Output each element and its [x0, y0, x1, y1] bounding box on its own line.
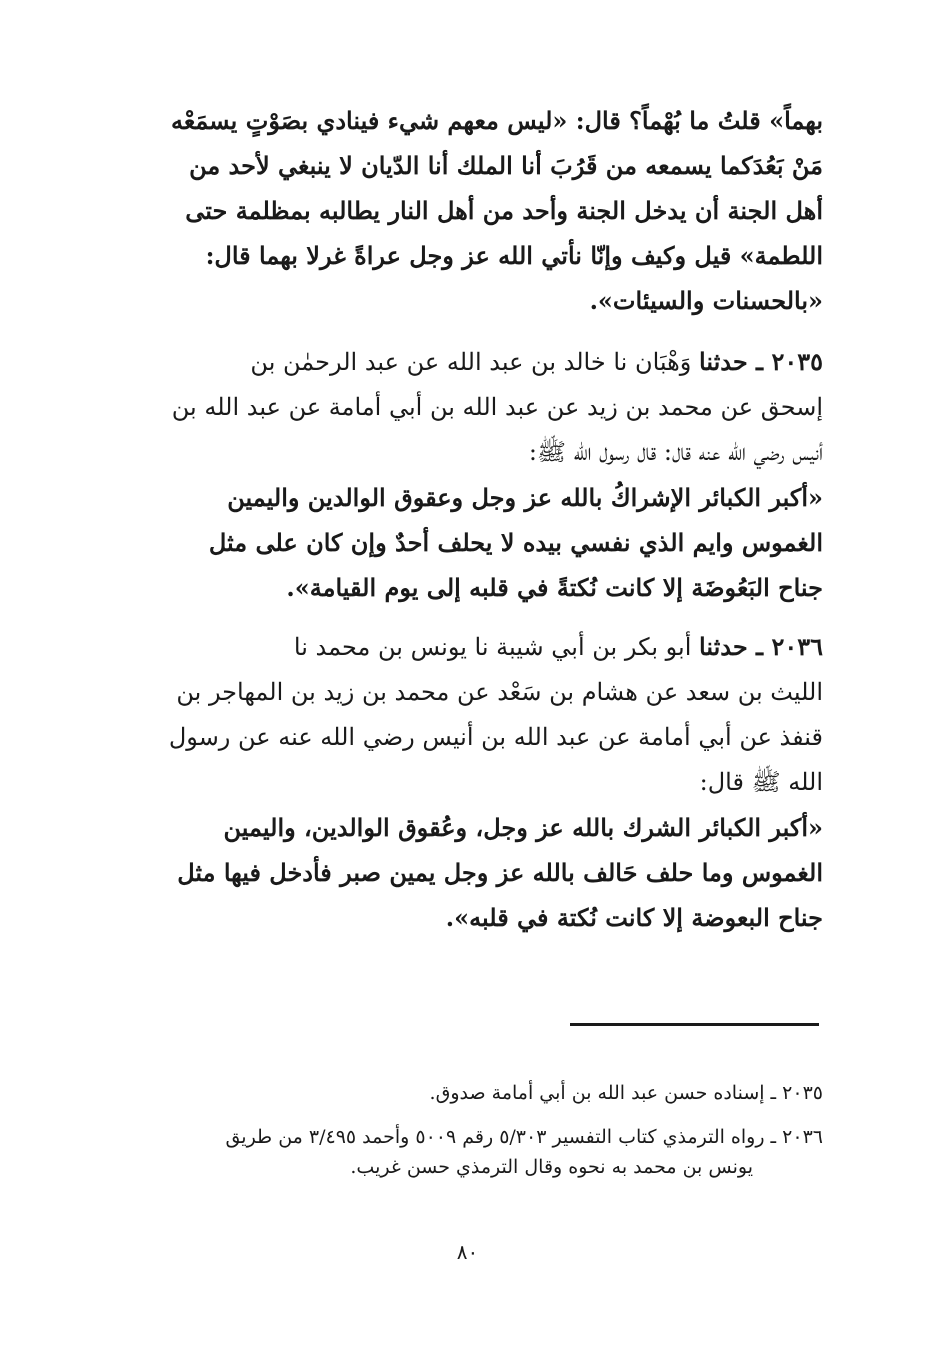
text-line: بهماً» قلتُ ما بُهْماً؟ قال: «ليس معهم شيء فينادي بصَوْتٍ يسمَعْه [170, 106, 823, 135]
text-line: اللطمة» قيل وكيف وإنّا نأتي الله عز وجل عراةً غرلا بهما قال: [205, 241, 823, 270]
text-line: مَنْ بَعُدَكما يسمعه من قَرُبَ أنا الملك أنا الدّيان لا ينبغي لأحد من [189, 151, 823, 180]
hadith-number: ٢٠٣٦ ـ حدثنا [699, 632, 823, 661]
footnote-2035 [133, 1078, 823, 1108]
hadith-2035-text [133, 475, 823, 610]
text-line: الليث بن سعد عن هشام بن سَعْد عن محمد بن زيد بن المهاجر بن [176, 678, 823, 706]
paragraph-continuation [133, 98, 823, 323]
text-line: «أكبر الكبائر الإشراكُ بالله عز وجل وعقوق الوالدين واليمين [227, 483, 823, 512]
hadith-number: ٢٠٣٥ ـ حدثنا [699, 347, 823, 376]
narration-text: وَهْبَان نا خالد بن عبد الله عن عبد الرحمٰن بن [250, 348, 692, 376]
text-line: أهل الجنة أن يدخل الجنة وأحد من أهل النار يطالبه بمظلمة حتى [185, 196, 823, 225]
text-line [133, 339, 823, 385]
text-line [133, 624, 823, 670]
text-line: أنيس رضي الله عنه قال: قال رسول الله ﷺ: [528, 438, 823, 466]
text-line: الغموس وما حلف حَالف بالله عز وجل يمين صبر فأدخل فيها مثل [177, 858, 823, 887]
text-line: قنفذ عن أبي أمامة عن عبد الله بن أنيس رضي الله عنه عن رسول [168, 723, 823, 751]
footnote-2036 [133, 1122, 823, 1182]
narration-text: أبو بكر بن أبي شيبة نا يونس بن محمد نا [293, 633, 692, 661]
footnote-text-continued: يونس بن محمد به نحوه وقال الترمذي حسن غريب. [350, 1156, 753, 1178]
text-line: «أكبر الكبائر الشرك بالله عز وجل، وعُقوق الوالدين، واليمين [223, 813, 823, 842]
hadith-2035-chain [133, 339, 823, 475]
text-line: الغموس وايم الذي نفسي بيده لا يحلف أحدٌ وإن كان على مثل [208, 528, 823, 557]
text-line: جناح البَعُوضَة إلا كانت نُكتةً في قلبه إلى يوم القيامة». [286, 573, 823, 602]
hadith-2036-text [133, 805, 823, 940]
text-line: «بالحسنات والسيئات». [589, 286, 823, 315]
hadith-2036-chain [133, 624, 823, 805]
footnotes [133, 1078, 823, 1196]
footnote-separator [570, 1023, 819, 1026]
page-number: ٨٠ [456, 1240, 479, 1264]
text-line: الله ﷺ قال: [699, 768, 823, 796]
footnote-text: ٢٠٣٦ ـ رواه الترمذي كتاب التفسير ٥/٣٠٣ رقم ٥٠٠٩ وأحمد ٣/٤٩٥ من طريق [225, 1126, 823, 1148]
text-line: إسحق عن محمد بن زيد عن عبد الله بن أبي أمامة عن عبد الله بن [171, 393, 823, 421]
text-line: جناح البعوضة إلا كانت نُكتة في قلبه». [445, 903, 823, 932]
main-text [133, 98, 823, 940]
footnote-text: ٢٠٣٥ ـ إسناده حسن عبد الله بن أبي أمامة صدوق. [429, 1082, 823, 1104]
